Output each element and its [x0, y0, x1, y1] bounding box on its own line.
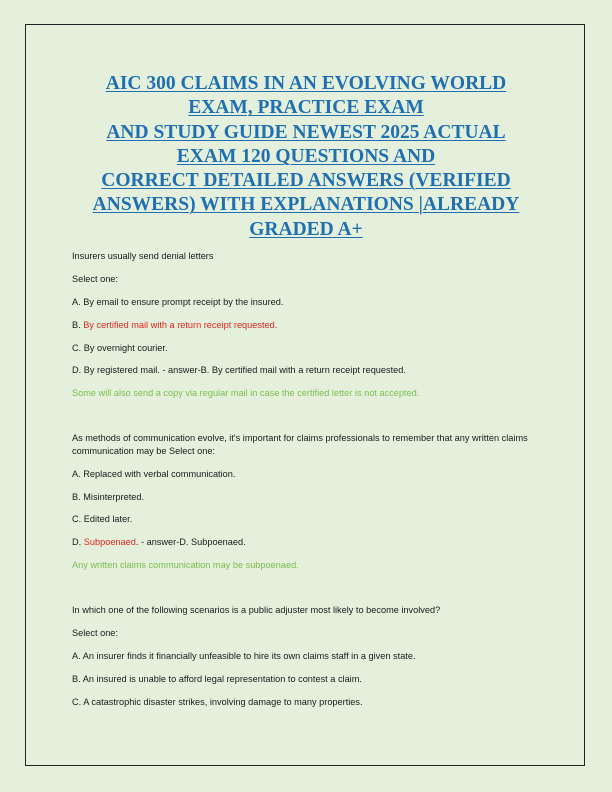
option-text-correct: By certified mail with a return receipt requested.: [83, 319, 278, 330]
option-letter: C.: [72, 696, 82, 707]
option-letter: B.: [72, 319, 81, 330]
option-letter: D.: [72, 365, 82, 376]
option-text: A catastrophic disaster strikes, involving damage to many properties.: [83, 696, 363, 707]
question-3: [72, 604, 542, 708]
select-one-label: Select one:: [72, 627, 118, 638]
explanation: Some will also send a copy via regular mail in case the certified letter is not accepted.: [72, 388, 420, 399]
question-stem: As methods of communication evolve, it's important for claims professionals to remember that any written claims communication may be Select one:: [72, 433, 528, 456]
option-a: [72, 296, 542, 309]
option-letter: B.: [72, 491, 81, 502]
title-line: GRADED A+: [249, 218, 363, 240]
option-c: [72, 513, 542, 526]
option-letter: C.: [72, 514, 82, 525]
question-1: [72, 250, 542, 400]
option-a: [72, 468, 542, 481]
option-text: Replaced with verbal communication.: [83, 468, 236, 479]
spacer: [72, 410, 542, 432]
question-2: [72, 432, 542, 571]
document-title: [70, 72, 542, 242]
option-text: By overnight courier.: [83, 342, 168, 353]
title-line: ANSWERS) WITH EXPLANATIONS |ALREADY: [92, 194, 520, 216]
question-stem: In which one of the following scenarios is a public adjuster most likely to become involved?: [72, 605, 441, 616]
option-letter: B.: [72, 673, 81, 684]
option-text: By registered mail. - answer-B. By certified mail with a return receipt requested.: [83, 365, 406, 376]
option-text: Misinterpreted.: [83, 491, 145, 502]
title-line: CORRECT DETAILED ANSWERS (VERIFIED: [101, 170, 511, 192]
option-c: [72, 696, 542, 709]
option-b: [72, 491, 542, 504]
title-line: EXAM, PRACTICE EXAM: [188, 97, 424, 119]
option-letter: A.: [72, 296, 81, 307]
select-one-label: Select one:: [72, 273, 118, 284]
option-b: [72, 673, 542, 686]
option-text: An insured is unable to afford legal representation to contest a claim.: [82, 673, 362, 684]
option-letter: D.: [72, 537, 82, 548]
title-line: EXAM 120 QUESTIONS AND: [176, 145, 436, 167]
question-stem: Insurers usually send denial letters: [72, 251, 214, 261]
spacer: [72, 582, 542, 604]
option-text: An insurer finds it financially unfeasible to hire its own claims staff in a given state.: [82, 650, 416, 661]
option-letter: A.: [72, 650, 81, 661]
option-text-answer: . - answer-D. Subpoenaed.: [135, 537, 246, 548]
option-c: [72, 342, 542, 355]
option-text-correct: Subpoenaed: [83, 537, 136, 548]
option-d: [72, 364, 542, 377]
option-text: By email to ensure prompt receipt by the insured.: [83, 296, 284, 307]
option-letter: C.: [72, 342, 82, 353]
document-body: [72, 250, 542, 719]
option-d: [72, 536, 542, 549]
option-text: Edited later.: [83, 514, 133, 525]
option-letter: A.: [72, 468, 81, 479]
explanation: Any written claims communication may be subpoenaed.: [72, 560, 299, 571]
title-line: AND STUDY GUIDE NEWEST 2025 ACTUAL: [106, 121, 506, 143]
option-a: [72, 650, 542, 663]
option-b: [72, 319, 542, 332]
title-line: AIC 300 CLAIMS IN AN EVOLVING WORLD: [105, 73, 507, 94]
